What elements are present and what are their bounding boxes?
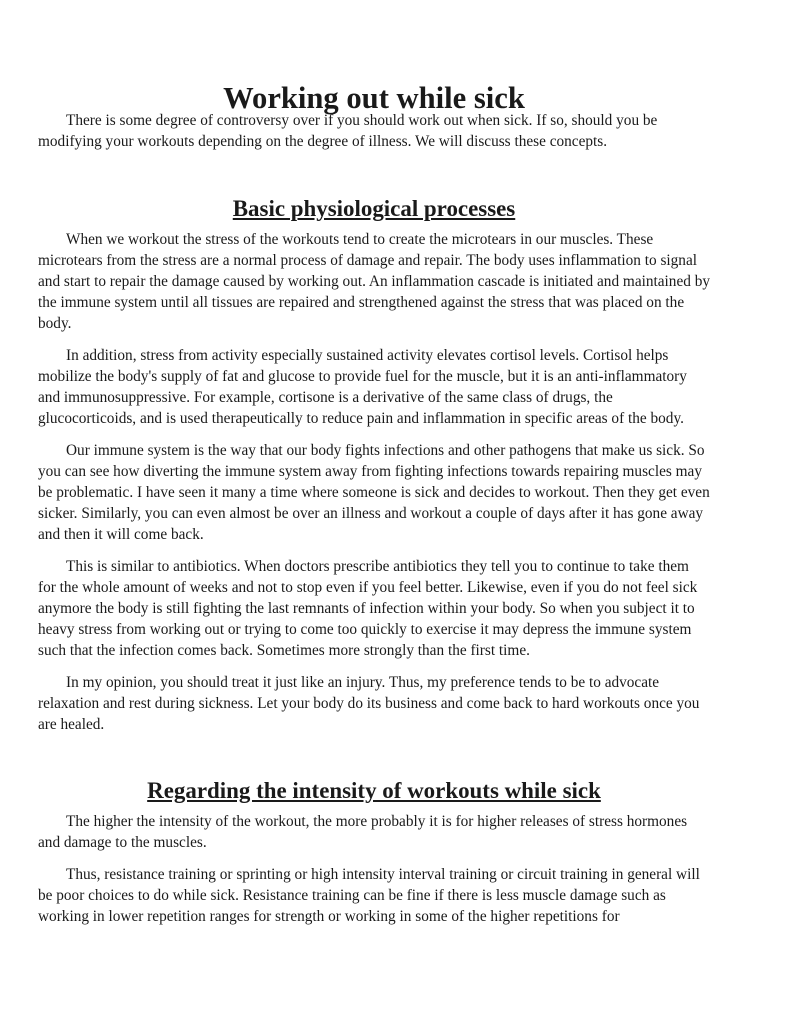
body-paragraph: Thus, resistance training or sprinting or high intensity interval training or circuit training in general will be poor choices to do while sick. Resistance training can be fine if there is less muscle damage such as working in lower repetition ranges for strength or working in some of the higher repetitions for	[38, 866, 700, 925]
body-paragraph: This is similar to antibiotics. When doctors prescribe antibiotics they tell you to continue to take them for the whole amount of weeks and not to stop even if you feel better. Likewise, even if you do not feel sick anymore the body is still fighting the last remnants of infection within your body. So when you subject it to heavy stress from working out or trying to come too quickly to exercise it may depress the immune system such that the infection comes back. Sometimes more strongly than the first time.	[38, 558, 698, 659]
body-paragraph: When we workout the stress of the workouts tend to create the microtears in our muscles. These microtears from the stress are a normal process of damage and repair. The body uses inflammation to signal and start to repair the damage caused by working out. An inflammation cascade is initiated and maintained by the immune system until all tissues are repaired and strengthened against the stress that was placed on the body.	[38, 231, 711, 332]
body-paragraph: In my opinion, you should treat it just like an injury. Thus, my preference tends to be to advocate relaxation and rest during sickness. Let your body do its business and come back to hard workouts once you are healed.	[38, 674, 700, 733]
section-heading-intensity: Regarding the intensity of workouts while sick	[147, 778, 601, 803]
body-paragraph: In addition, stress from activity especially sustained activity elevates cortisol levels. Cortisol helps mobilize the body's supply of fat and glucose to provide fuel for the muscle, but it is an anti-inflammatory and immunosuppressive. For example, cortisone is a derivative of the same class of drugs, the glucocorticoids, and is used therapeutically to reduce pain and inflammation in specific areas of the body.	[38, 347, 687, 427]
intro-paragraph: There is some degree of controversy over if you should work out when sick. If so, should you be modifying your workouts depending on the degree of illness. We will discuss these concepts.	[38, 112, 658, 150]
body-paragraph: The higher the intensity of the workout, the more probably it is for higher releases of stress hormones and damage to the muscles.	[38, 813, 688, 851]
body-paragraph: Our immune system is the way that our body fights infections and other pathogens that make us sick. So you can see how diverting the immune system away from fighting infections towards repairing muscles may be problematic. I have seen it many a time where someone is sick and decides to workout. Then they get even sicker. Similarly, you can even almost be over an illness and workout a couple of days after it has gone away and then it will come back.	[38, 442, 710, 543]
section-heading-physiology: Basic physiological processes	[232, 196, 516, 221]
document-body	[38, 81, 711, 927]
document-title: Working out while sick	[223, 81, 525, 115]
